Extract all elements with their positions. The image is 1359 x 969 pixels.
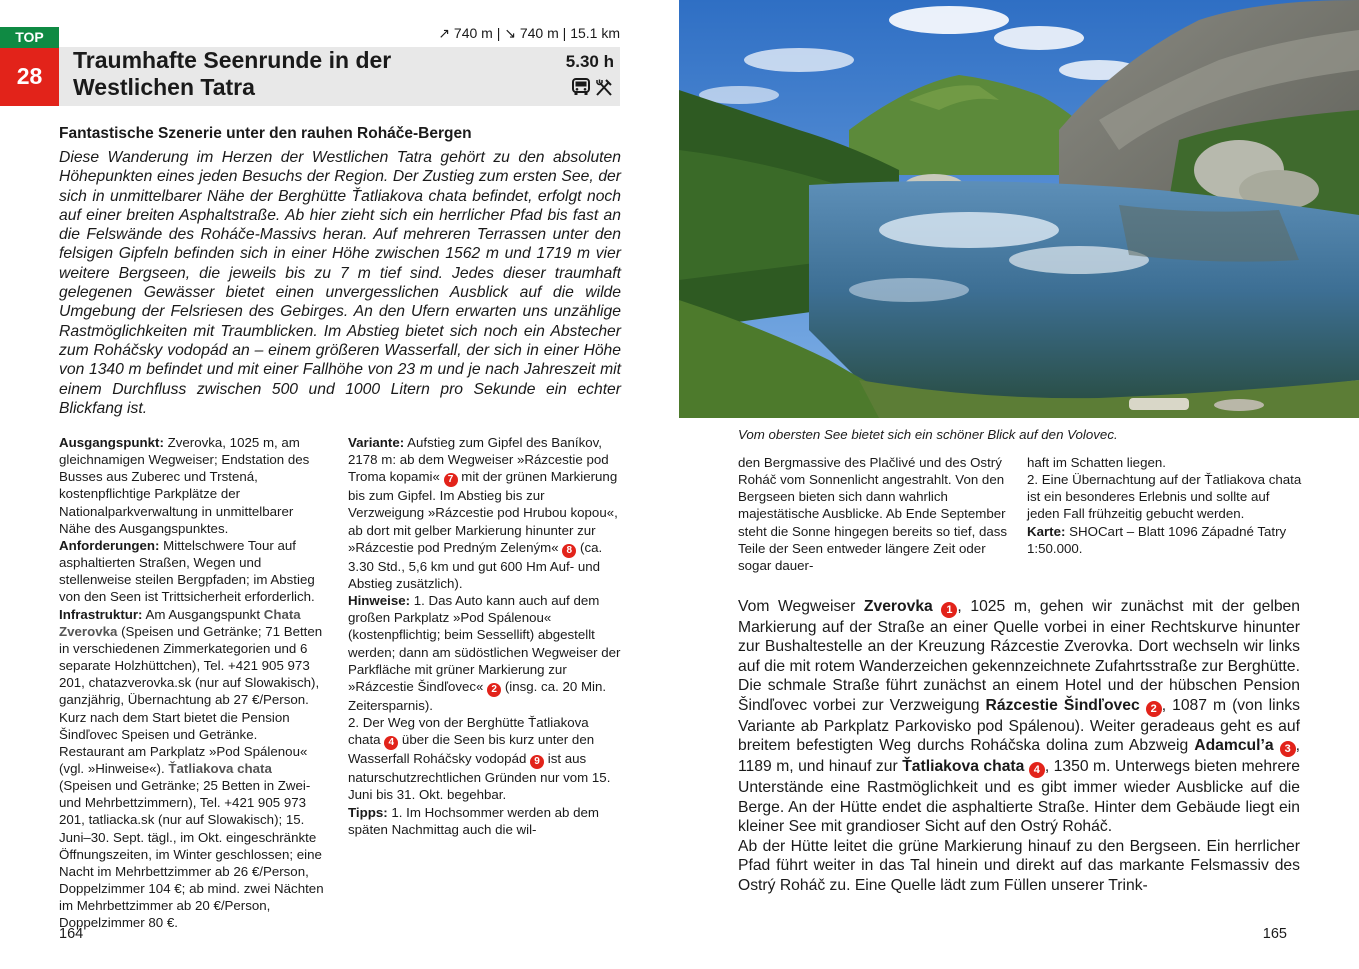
requirements-label: Anforderungen: <box>59 537 160 553</box>
variant-text: Aufstieg zum Gipfel des Baníkov, 2178 m: ab dem Wegweiser »Rázcestie pod Troma kopami« <box>348 435 609 485</box>
tips-label: Tipps: <box>348 804 388 820</box>
route-text: Vom Wegweiser <box>738 598 864 615</box>
infrastructure-label: Infrastruktur: <box>59 606 143 622</box>
route-paragraph: Ab der Hütte leitet die grüne Markierung hinauf zu den Bergseen. Ein herrlicher Pfad führt weiter in das Tal hinein und direkt auf das markante Felsmassiv des Ostrý Roháč zu. Eine Quelle lädt zum Füllen unserer Trink- <box>738 837 1300 894</box>
lake-photo <box>679 0 1359 418</box>
route-text: , 1189 m, und hinauf zur <box>738 737 1301 776</box>
tour-number: 28 <box>0 48 59 106</box>
waypoint-marker: 1 <box>941 602 957 618</box>
route-text: , 1350 m. Unterwegs bieten mehrere Unterstände eine Rastmöglichkeit und es gibt immer wieder Ausblicke auf die Berge. An der Hütte endet die asphaltierte Straße. Hinter dem Gebäude liegt ein kleiner See mit grandioser Sicht auf den Ostrý Roháč. <box>738 758 1301 836</box>
variant-text: (ca. 3.30 Std., 5,6 km und gut 600 Hm Auf- und Abstieg zusätzlich). <box>348 539 603 591</box>
tips-continued-text: haft im Schatten liegen. <box>1027 455 1166 470</box>
waypoint-marker: 2 <box>1146 701 1162 717</box>
tour-icons <box>571 78 614 98</box>
tour-stats: ↗ 740 m | ↘ 740 m | 15.1 km <box>438 25 620 41</box>
place-tatliakova-chata: Ťatliakova chata <box>168 760 272 776</box>
start-label: Ausgangspunkt: <box>59 435 164 450</box>
photo-caption: Vom obersten See bietet sich ein schöner Blick auf den Volovec. <box>738 427 1118 442</box>
tour-duration: 5.30 h <box>565 52 614 71</box>
route-description <box>738 597 1300 895</box>
info-column-right <box>348 434 621 838</box>
tour-subtitle: Fantastische Szenerie unter den rauhen Roháče-Bergen <box>59 125 472 142</box>
notes-text: (insg. ca. 20 Min. Zeitersparnis). <box>348 678 607 713</box>
notes-text: 2. Der Weg von der Berghütte Ťatliakova chata <box>348 715 589 748</box>
infrastructure-text: Am Ausgangspunkt <box>142 606 264 622</box>
left-page <box>0 0 679 969</box>
title-line-1: Traumhafte Seenrunde in der <box>73 47 392 73</box>
waypoint-marker: 8 <box>562 544 576 558</box>
start-text: Zverovka, 1025 m, am gleichnamigen Wegweiser; Endstation des Busses aus Zuberec und Trstená, kostenpflichtige Parkplätze der Nationalparkverwaltung in unmittelbarer Nähe des Ausgangspunktes. <box>59 435 310 536</box>
route-text: , 1087 m (von links Variante ab Parkplatz Parkovisko pod Spálenou). Weiter geradeaus geht es auf breitem befestigten Weg durchs Roháčska dolina zum Abzweig <box>738 696 1300 755</box>
waypoint-marker: 4 <box>384 736 398 750</box>
waypoint-marker: 7 <box>444 473 458 487</box>
tips-continued-column-1: den Bergmassive des Plačlivé und des Ostrý Roháč vom Sonnenlicht angestrahlt. Von den Bergseen bieten sich dann wahrlich majestätische Ausblicke. Ab Ende September steht die Sonne hingegen bereits so tief, dass Teile der Seen entweder längere Zeit oder sogar dauer- <box>738 455 1008 573</box>
tour-title <box>73 47 473 101</box>
notes-text: 1. Das Auto kann auch auf dem großen Parkplatz »Pod Spálenou« (kostenpflichtig; beim Sessellift) abgestellt werden; dann am südöstlichen Wegweiser der Parkfläche mit grüner Markierung zur »Rázcestie Šindľovec« <box>348 593 621 694</box>
variant-label: Variante: <box>348 435 405 450</box>
place-tatliakova-chata: Ťatliakova chata <box>902 758 1025 776</box>
waypoint-marker: 2 <box>487 683 501 697</box>
waypoint-marker: 4 <box>1029 762 1045 778</box>
notes-label: Hinweise: <box>348 593 411 609</box>
intro-text: Diese Wanderung im Herzen der Westlichen Tatra gehört zu den absoluten Höhepunkten eines jeden Besuchs der Region. Der Zustieg zum ersten See, der sich in unmittelbarer Nähe der Berghütte Ťatliakova chata befindet, erfolgt noch auf einer breiten Asphaltstraße. Ab hier zieht sich ein herrlicher Pfad bis fast an die Felswände des Roháče-Massivs heran. Auf mehreren Terrassen unter den felsigen Gipfeln befinden sich in einer Höhe zwischen 1562 m und 1719 m vier weitere Bergseen, die jeweils bis zu 7 m tief sind. Jedes dieser traumhaft gelegenen Gewässer bietet einen unvergesslichen Ausblick auf die wilde Umgebung der Felsriesen des Gebirges. An den Ufern erwarten uns unzählige Rastmöglichkeiten mit Traumblicken. Im Abstieg bietet sich noch ein Abstecher zum Roháčsky vodopád an – einem größeren Wasserfall, der sich in einer Höhe von 1340 m befindet und mit einer Fallhöhe von 23 m und je nach Jahreszeit mit einem Durchfluss zwischen 500 und 1000 Litern pro Sekunde ein echter Blickfang ist. <box>59 149 621 417</box>
infrastructure-text: (Speisen und Getränke; 71 Betten in verschiedenen Zimmerkategorien und 6 separate Holzhüttchen), Tel. +421 905 973 201, chatazverovka.sk (nur auf Slowakisch), ganzjährig, Übernachtung ab 27 €/Person. Kurz nach dem Start bietet die Pension Šindľovec Speisen und Getränke. Restaurant am Parkplatz »Pod Spálenou« (vgl. »Hinweise«). <box>59 623 323 776</box>
place-zverovka: Zverovka <box>863 598 933 615</box>
restaurant-icon <box>594 78 614 98</box>
notes-text: über die Seen bis kurz unter den Wasserfall Roháčsky vodopád <box>348 732 595 767</box>
waypoint-marker: 3 <box>1280 741 1296 757</box>
map-text: SHOCart – Blatt 1096 Západné Tatry 1:50.000. <box>1027 523 1287 556</box>
route-paragraph <box>738 597 1300 837</box>
tips-continued-text: 2. Eine Übernachtung auf der Ťatliakova chata ist ein besonderes Erlebnis und sollte auf jeden Fall frühzeitig gebucht werden. <box>1027 472 1302 522</box>
waypoint-marker: 9 <box>530 755 544 769</box>
right-page <box>679 0 1359 969</box>
top-tag: TOP <box>0 27 59 48</box>
route-text: , 1025 m, gehen wir zunächst mit der gelben Markierung auf der Straße an einer Quelle vorbei in einer Rechtskurve hinunter zur Bushaltestelle an der Kreuzung Rázcestie Zverovka. Dort wechseln wir links auf die mit rotem Wanderzeichen gekennzeichnete Zufahrtsstraße zur Berghütte. Die schmale Straße führt zunächst an einem Hotel und der hübschen Pension Šindľovec vorbei zur Verzweigung <box>738 598 1300 714</box>
notes-text: ist aus naturschutzrechtlichen Gründen nur vom 15. Juni bis 31. Okt. begehbar. <box>348 751 611 803</box>
title-line-2: Westlichen Tatra <box>73 74 255 100</box>
page-number-left: 164 <box>59 926 84 942</box>
page-number-right: 165 <box>1262 926 1287 942</box>
requirements-text: Mittelschwere Tour auf asphaltierten Straßen, Wegen und stellenweise steilen Bergpfaden; im Abstieg von den Seen ist Trittsicherheit erforderlich. <box>59 537 315 605</box>
infrastructure-text: (Speisen und Getränke; 25 Betten in Zwei- und Mehrbettzimmern), Tel. +421 905 973 201, tatliacka.sk (nur auf Slowakisch); 15. Juni–30. Sept. tägl., im Okt. eingeschränkte Öffnungszeiten, im Winter geschlossen; eine Nacht im Mehrbettzimmer ab 26 €/Person, Doppelzimmer 104 €; ab mind. zwei Nächten im Mehrbettzimmer ab 20 €/Person, Doppelzimmer 80 €. <box>59 778 324 931</box>
tips-text: 1. Im Hochsommer werden ab dem späten Nachmittag auch die wil- <box>348 804 600 837</box>
tips-continued-column-2 <box>1027 454 1302 557</box>
variant-text: mit der grünen Markierung bis zum Gipfel. Im Abstieg bis zur Verzweigung »Rázcestie pod Hrubou kopou«, ab dort mit gelber Markierung hinunter zur »Rázcestie pod Predným Zeleným« <box>348 469 618 555</box>
map-label: Karte: <box>1027 523 1066 539</box>
bus-icon <box>571 78 591 98</box>
place-adamcula: Adamculʼa <box>1194 737 1274 755</box>
place-chata-zverovka: Chata Zverovka <box>59 606 301 639</box>
info-column-left <box>59 434 324 932</box>
place-razcestie-sindlovec: Rázcestie Šindľovec <box>985 696 1140 714</box>
